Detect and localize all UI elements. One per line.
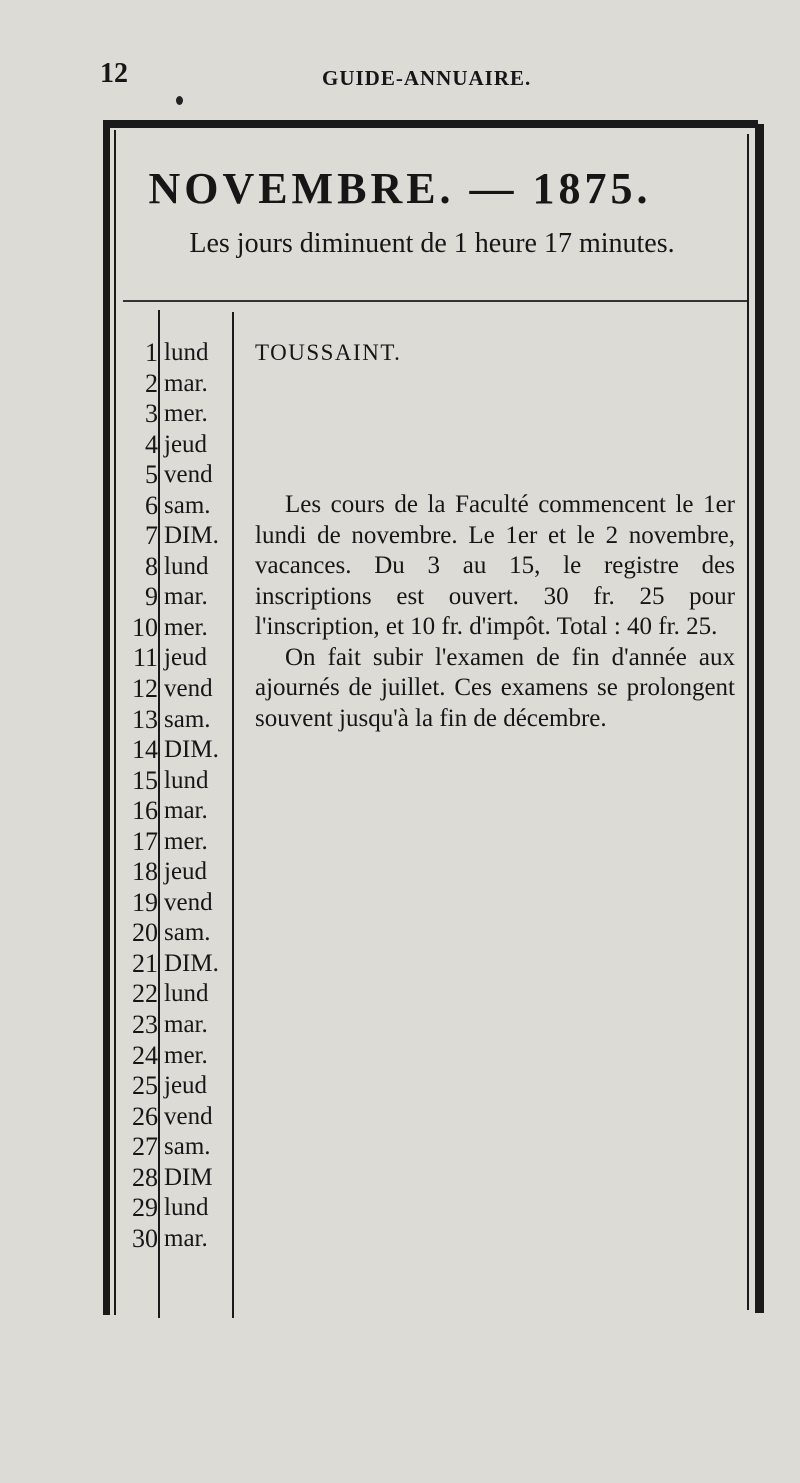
day-number: 1 xyxy=(145,338,158,367)
day-number: 12 xyxy=(132,674,158,704)
day-number: 17 xyxy=(132,826,158,856)
day-abbreviation: sam. xyxy=(164,491,211,519)
running-title: GUIDE-ANNUAIRE. xyxy=(322,66,532,90)
day-row xyxy=(108,827,232,858)
header-separator-rule xyxy=(123,300,747,302)
day-row xyxy=(108,460,232,491)
day-abbreviation: mar. xyxy=(164,583,208,611)
day-abbreviation: mer. xyxy=(164,1041,208,1069)
day-row xyxy=(108,643,232,674)
day-row xyxy=(108,613,232,644)
day-row xyxy=(108,582,232,613)
day-number: 11 xyxy=(132,643,158,673)
day-number: 3 xyxy=(145,399,158,429)
day-row xyxy=(108,949,232,980)
frame-right-rule xyxy=(755,124,764,1313)
column-rule-right xyxy=(232,312,234,1318)
month-subtitle: Les jours diminuent de 1 heure 17 minutes. xyxy=(189,228,675,259)
day-abbreviation: DIM xyxy=(164,1163,213,1191)
frame-right-inner-rule xyxy=(747,134,749,1310)
day-abbreviation: lund xyxy=(164,339,209,366)
day-abbreviation: jeud xyxy=(164,858,208,886)
day-number: 8 xyxy=(145,551,158,581)
day-row xyxy=(108,1102,232,1133)
day-abbreviation: sam. xyxy=(164,1133,211,1161)
day-number: 19 xyxy=(132,887,158,917)
day-abbreviation: mer. xyxy=(164,400,208,428)
day-abbreviation: vend xyxy=(164,461,213,489)
day-number: 20 xyxy=(132,918,158,948)
day-number: 10 xyxy=(132,612,158,642)
day-number: 6 xyxy=(145,490,158,520)
day-abbreviation: mar. xyxy=(164,1011,208,1039)
day-abbreviation: lund xyxy=(164,766,209,794)
day-row xyxy=(108,552,232,583)
day-abbreviation: vend xyxy=(164,1102,213,1130)
feast-label: TOUSSAINT. xyxy=(255,340,402,365)
day-row xyxy=(108,918,232,949)
day-abbreviation: mar. xyxy=(164,1224,208,1252)
day-number: 13 xyxy=(132,704,158,734)
ink-speck xyxy=(176,96,183,105)
day-number: 5 xyxy=(145,460,158,490)
day-abbreviation: jeud xyxy=(164,1072,208,1100)
day-row xyxy=(108,399,232,430)
day-number: 14 xyxy=(132,735,158,765)
day-abbreviation: mar. xyxy=(164,369,208,397)
day-abbreviation: vend xyxy=(164,675,213,703)
day-abbreviation: sam. xyxy=(164,919,211,947)
day-row xyxy=(108,857,232,888)
day-number: 24 xyxy=(132,1040,158,1070)
month-title: NOVEMBRE. — 1875. xyxy=(148,164,652,213)
note-paragraph: Les cours de la Faculté commencent le 1er lundi de novembre. Le 1er et le 2 novembre, vacances. Du 3 au 15, le registre des inscriptions est ouvert. 30 fr. 25 pour l'inscription, et 10 fr. d'impôt. Total : 40 fr. 25. xyxy=(255,491,735,640)
day-row xyxy=(108,1010,232,1041)
day-row xyxy=(108,338,232,369)
day-number: 2 xyxy=(145,368,158,398)
day-number: 25 xyxy=(132,1071,158,1101)
day-abbreviation: lund xyxy=(164,1194,209,1222)
day-abbreviation: DIM. xyxy=(164,736,219,764)
day-abbreviation: mar. xyxy=(164,797,208,825)
day-row xyxy=(108,369,232,400)
day-number: 9 xyxy=(145,582,158,612)
day-number: 21 xyxy=(132,948,158,978)
day-list xyxy=(108,338,232,1254)
day-row xyxy=(108,705,232,736)
day-abbreviation: sam. xyxy=(164,705,211,733)
day-row xyxy=(108,796,232,827)
day-number: 16 xyxy=(132,796,158,826)
day-abbreviation: lund xyxy=(164,980,209,1008)
day-row xyxy=(108,1041,232,1072)
day-number: 29 xyxy=(132,1193,158,1223)
day-number: 18 xyxy=(132,857,158,887)
day-abbreviation: DIM. xyxy=(164,522,219,550)
day-abbreviation: lund xyxy=(164,552,209,580)
day-abbreviation: jeud xyxy=(164,644,208,672)
day-abbreviation: mer. xyxy=(164,827,208,855)
day-row xyxy=(108,1163,232,1194)
frame-top-rule xyxy=(103,120,758,128)
day-row xyxy=(108,766,232,797)
day-row xyxy=(108,491,232,522)
day-number: 15 xyxy=(132,765,158,795)
note-paragraph: On fait subir l'examen de fin d'année aux ajournés de juillet. Ces examens se prolongent souvent jusqu'à la fin de décembre. xyxy=(255,643,735,732)
notes-block xyxy=(255,490,735,734)
day-row xyxy=(108,888,232,919)
day-row xyxy=(108,979,232,1010)
day-row xyxy=(108,674,232,705)
day-number: 30 xyxy=(132,1223,158,1253)
day-number: 26 xyxy=(132,1101,158,1131)
day-number: 4 xyxy=(145,429,158,459)
day-row xyxy=(108,1071,232,1102)
day-number: 7 xyxy=(145,521,158,551)
day-abbreviation: DIM. xyxy=(164,949,219,977)
page-number: 12 xyxy=(100,58,128,89)
day-number: 28 xyxy=(132,1162,158,1192)
day-number: 27 xyxy=(132,1132,158,1162)
day-row xyxy=(108,1224,232,1255)
day-abbreviation: jeud xyxy=(164,430,208,458)
day-row xyxy=(108,1132,232,1163)
day-number: 22 xyxy=(132,979,158,1009)
day-abbreviation: mer. xyxy=(164,613,208,641)
day-abbreviation: vend xyxy=(164,888,213,916)
day-row xyxy=(108,521,232,552)
day-row xyxy=(108,735,232,766)
day-row xyxy=(108,1193,232,1224)
day-row xyxy=(108,430,232,461)
day-number: 23 xyxy=(132,1010,158,1040)
